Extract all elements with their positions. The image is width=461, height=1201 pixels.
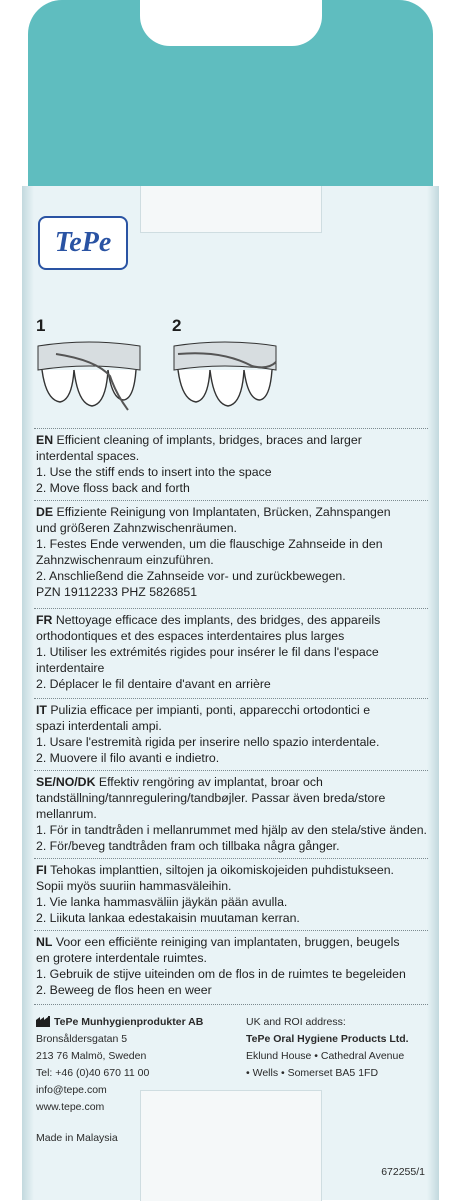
text-line: Pulizia efficace per impianti, ponti, apparecchi ortodontici e (50, 703, 371, 717)
divider (34, 1004, 428, 1005)
language-code: IT (36, 703, 47, 717)
made-in: Made in Malaysia (36, 1132, 118, 1144)
tepe-logo: TePe (38, 216, 128, 270)
divider (34, 428, 428, 429)
language-code: DE (36, 505, 54, 519)
language-code: EN (36, 433, 54, 447)
hanger-tab (28, 0, 433, 186)
step-number-1: 1 (36, 316, 46, 335)
text-line: mellanrum. (36, 807, 97, 821)
uk-address (246, 1014, 409, 1082)
divider (34, 608, 428, 609)
divider (34, 770, 428, 771)
text-section-en (36, 432, 436, 496)
text-section-se-no-dk (36, 774, 436, 854)
text-section-fi (36, 862, 436, 926)
manufacturer-email: info@tepe.com (36, 1084, 107, 1096)
text-line: interdentaire (36, 661, 105, 675)
text-line: 2. För/beveg tandtråden fram och tillbaka några gånger. (36, 839, 340, 853)
manufacturer-street: Bronsåldersgatan 5 (36, 1033, 128, 1045)
text-line: Nettoyage efficace des implants, des bridges, des appareils (55, 613, 381, 627)
manufacturer-web: www.tepe.com (36, 1101, 105, 1113)
text-line: Efficient cleaning of implants, bridges, braces and larger (56, 433, 362, 447)
text-line: 1. För in tandtråden i mellanrummet med hjälp av den stela/stive änden. (36, 823, 427, 837)
text-line: 1. Utiliser les extrémités rigides pour insérer le fil dans l'espace (36, 645, 379, 659)
text-line: Voor een efficiënte reiniging van implantaten, bruggen, beugels (55, 935, 400, 949)
text-line: 1. Vie lanka hammasväliin jäykän pään avulla. (36, 895, 288, 909)
text-line: tandställning/tannregulering/tandbøjler. Passar även breda/store (36, 791, 386, 805)
text-line: 1. Use the stiff ends to insert into the space (36, 465, 272, 479)
text-line: 2. Move floss back and forth (36, 481, 190, 495)
package-edge-left (22, 186, 34, 1200)
divider (34, 930, 428, 931)
package-edge-right (427, 186, 439, 1200)
text-line: spazi interdentali ampi. (36, 719, 162, 733)
uk-company-name: TePe Oral Hygiene Products Ltd. (246, 1033, 409, 1045)
language-code: FI (36, 863, 47, 877)
teeth-illustration-2-icon (172, 340, 278, 412)
uk-address-line: • Wells • Somerset BA5 1FD (246, 1067, 379, 1079)
text-line: interdental spaces. (36, 449, 140, 463)
teeth-illustration-1-icon (36, 340, 142, 412)
text-section-fr (36, 612, 436, 692)
step-number-2: 2 (172, 316, 182, 335)
text-line: Effiziente Reinigung von Implantaten, Brücken, Zahnspangen (56, 505, 391, 519)
bottom-flap (140, 1090, 322, 1201)
text-section-nl (36, 934, 436, 998)
manufacturer-name: TePe Munhygienprodukter AB (54, 1016, 204, 1028)
text-section-it (36, 702, 436, 766)
language-code: NL (36, 935, 53, 949)
top-flap (140, 186, 322, 233)
divider (34, 698, 428, 699)
text-line: 1. Gebruik de stijve uiteinden om de flos in de ruimtes te begeleiden (36, 967, 406, 981)
text-line: en grotere interdentale ruimtes. (36, 951, 207, 965)
text-line: Sopii myös suuriin hammasväleihin. (36, 879, 232, 893)
manufacturer-phone: Tel: +46 (0)40 670 11 00 (36, 1067, 150, 1079)
text-line: 1. Festes Ende verwenden, um die flauschige Zahnseide in den (36, 537, 383, 551)
uk-address-line: Eklund House • Cathedral Avenue (246, 1050, 405, 1062)
divider (34, 858, 428, 859)
divider (34, 500, 428, 501)
text-line: 1. Usare l'estremità rigida per inserire nello spazio interdentale. (36, 735, 380, 749)
language-code: FR (36, 613, 53, 627)
text-line: 2. Beweeg de flos heen en weer (36, 983, 212, 997)
manufacturer-icon (36, 1016, 50, 1027)
text-line: 2. Muovere il filo avanti e indietro. (36, 751, 220, 765)
text-line: 2. Liikuta lankaa edestakaisin muutaman kerran. (36, 911, 300, 925)
text-line: 2. Déplacer le fil dentaire d'avant en arrière (36, 677, 271, 691)
text-section-de (36, 504, 436, 600)
text-line: PZN 19112233 PHZ 5826851 (36, 585, 198, 599)
hanger-hole (140, 0, 322, 46)
text-line: und größeren Zahnzwischenräumen. (36, 521, 237, 535)
text-line: Tehokas implanttien, siltojen ja oikomiskojeiden puhdistukseen. (50, 863, 394, 877)
text-line: Zahnzwischenraum einzuführen. (36, 553, 214, 567)
uk-address-heading: UK and ROI address: (246, 1016, 346, 1028)
language-code: SE/NO/DK (36, 775, 96, 789)
product-code: 672255/1 (381, 1166, 425, 1178)
manufacturer-city: 213 76 Malmö, Sweden (36, 1050, 147, 1062)
text-line: 2. Anschließend die Zahnseide vor- und zurückbewegen. (36, 569, 346, 583)
text-line: Effektiv rengöring av implantat, broar och (98, 775, 323, 789)
text-line: orthodontiques et des espaces interdentaires plus larges (36, 629, 345, 643)
